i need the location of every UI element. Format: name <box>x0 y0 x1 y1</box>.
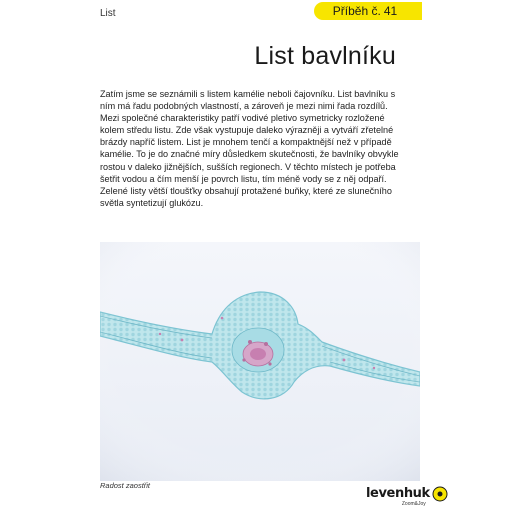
levenhuk-logo <box>366 486 448 507</box>
body-paragraph: Zatím jsme se seznámili s listem kamélie neboli čajovníku. List bavlníku s ním má řadu podobných vlastností, a zároveň je mezi nimi řada rozdílů. Mezi společné charakteristiky patří vodivé pletivo symetricky rozložené kolem středu listu. Zde však vystupuje daleko výrazněji a vytváří zřetelné brázdy napříč listem. List je mnohem tenčí a kompaktnější než v případě kamélie. To je do značné míry důsledkem skutečnosti, že bavlníky obvykle rostou v daleko jižnějších, sušších regionech. V těchto místech je potřeba šetřit vodou a čím menší je povrch listu, tím méně vody se z něj odpaří. Zelené listy větší tloušťky obsahují protažené buňky, které ze slunečního světla syntetizují glukózu. <box>100 89 399 208</box>
story-badge-label: Příběh č. <box>332 4 381 18</box>
story-badge-number: 41 <box>383 4 398 18</box>
leaf-cross-section-photo <box>100 242 420 481</box>
logo-mark-icon <box>432 486 448 502</box>
story-badge <box>314 2 416 20</box>
logo-tagline: Zoom&Joy <box>401 501 426 507</box>
page-title: List bavlníku <box>254 42 396 70</box>
story-badge-tail <box>416 2 422 20</box>
section-label: List <box>100 8 116 19</box>
logo-wordmark: levenhuk <box>366 486 430 501</box>
footer-note: Radost zaostřit <box>100 481 151 490</box>
